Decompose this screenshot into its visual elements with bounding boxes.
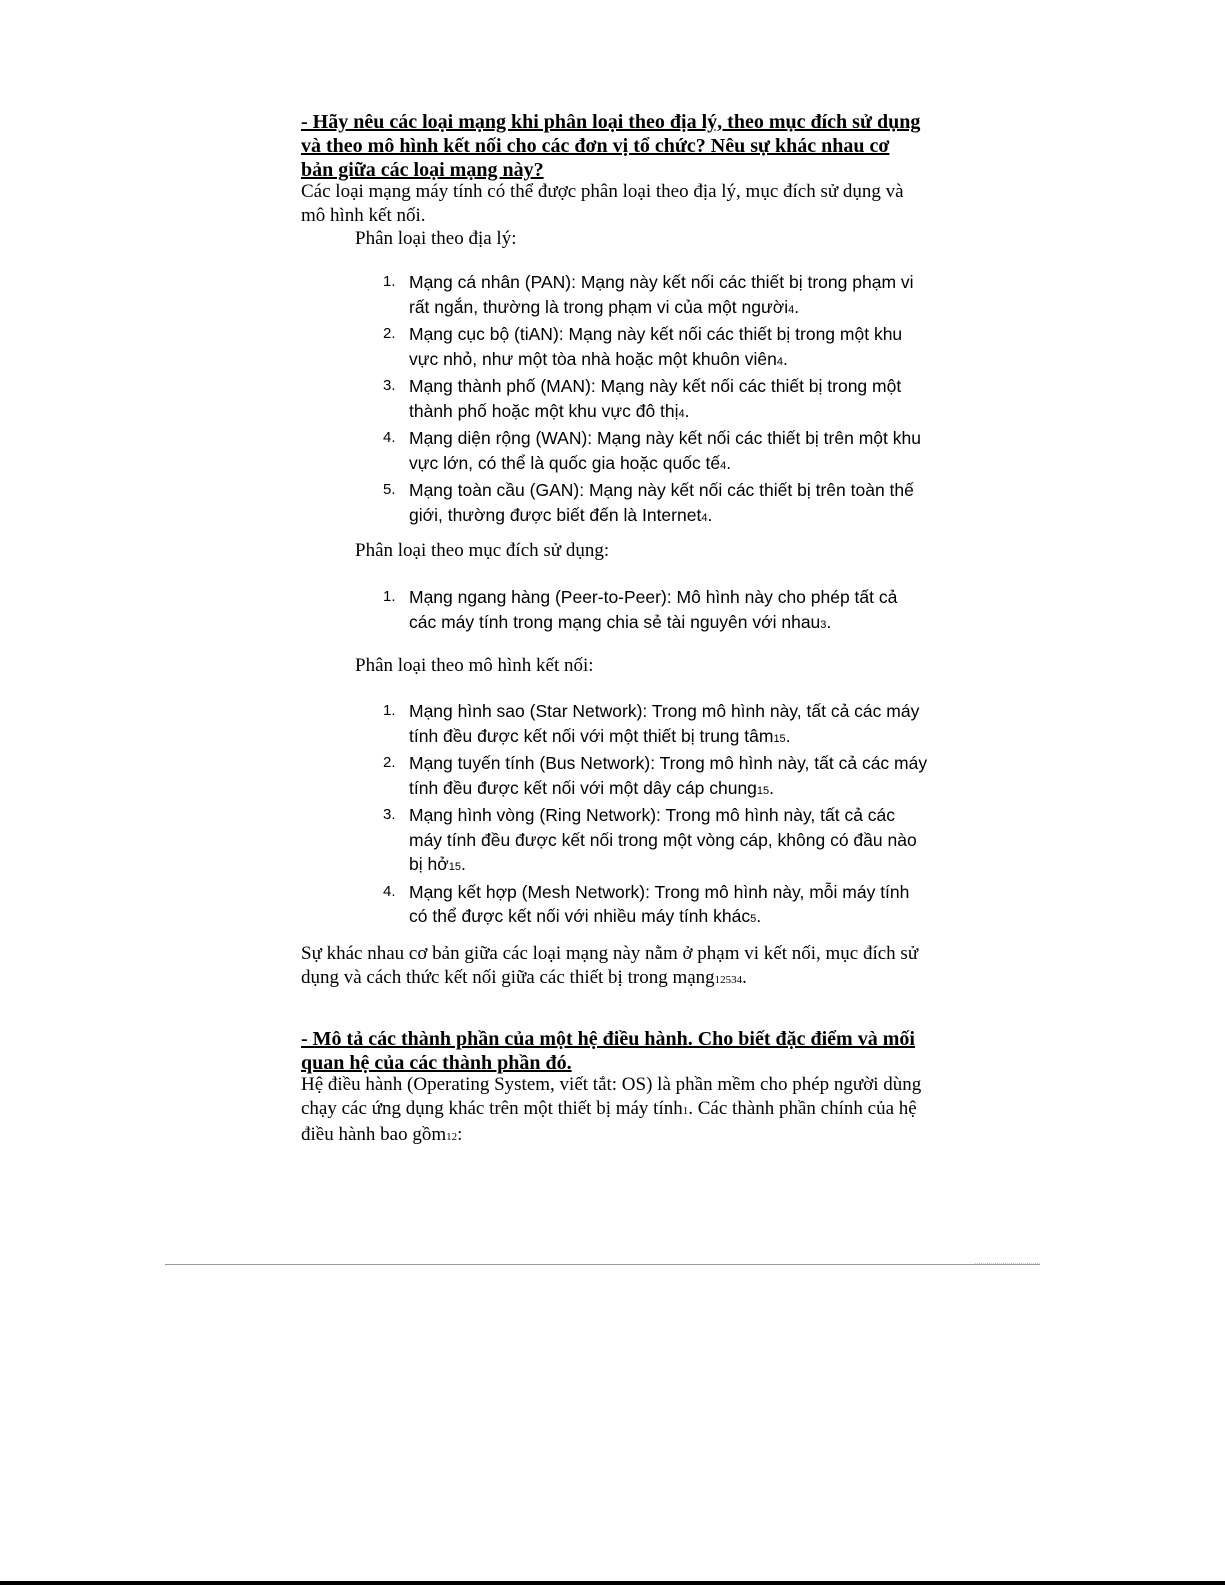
- punct: .: [756, 906, 762, 926]
- topology-list: [383, 699, 928, 932]
- punct: .: [794, 296, 800, 317]
- punct: .: [826, 611, 832, 632]
- punct: .: [782, 348, 788, 369]
- punct: .: [785, 725, 791, 746]
- conclusion-text: Sự khác nhau cơ bản giữa các loại mạng này nằm ở phạm vi kết nối, mục đích sử dụng và cách thức kết nối giữa các thiết bị trong mạng: [301, 943, 919, 988]
- punct: .: [684, 400, 690, 421]
- list-number: 3.: [383, 806, 396, 823]
- reference-number: 4: [701, 511, 708, 524]
- punct: .: [742, 966, 747, 988]
- list-number: 1.: [383, 702, 396, 719]
- punct: .: [769, 777, 775, 798]
- paragraph-text: Hệ điều hành (Operating System, viết tắt: OS) là phần mềm cho phép người dùng chạy các ứng dụng khác trên một thiết bị máy tính: [301, 1074, 922, 1119]
- list-number: 1.: [383, 588, 396, 605]
- page-break-dots: [975, 1263, 1040, 1267]
- geo-heading: Phân loại theo địa lý:: [355, 228, 517, 249]
- section1-conclusion: [301, 942, 931, 992]
- reference-number: 12: [446, 1131, 458, 1143]
- purpose-heading: Phân loại theo mục đích sử dụng:: [355, 540, 610, 561]
- list-text: Mạng diện rộng (WAN): Mạng này kết nối các thiết bị trên một khu vực lớn, có thể là quốc gia hoặc quốc tế: [409, 428, 921, 473]
- list-text: Mạng hình vòng (Ring Network): Trong mô hình này, tất cả các máy tính đều được kết nối trong một vòng cáp, không có đầu nào bị hở: [409, 805, 917, 874]
- punct: .: [460, 854, 466, 874]
- reference-number: 4: [678, 407, 685, 420]
- reference-number: 3: [820, 618, 827, 631]
- reference-number: 1: [682, 1104, 689, 1117]
- list-number: 2.: [383, 754, 396, 771]
- section1-intro: Các loại mạng máy tính có thể được phân loại theo địa lý, mục đích sử dụng và mô hình kết nối.: [301, 181, 904, 226]
- list-text: Mạng cục bộ (tiAN): Mạng này kết nối các thiết bị trong một khu vực nhỏ, như một tòa nhà hoặc một khuôn viên: [409, 324, 903, 369]
- list-text: Mạng cá nhân (PAN): Mạng này kết nối các thiết bị trong phạm vi rất ngắn, thường là trong phạm vi của một người: [409, 272, 914, 317]
- reference-number: 5: [750, 913, 757, 925]
- list-item: [383, 699, 928, 751]
- list-number: 5.: [383, 481, 396, 498]
- list-text: Mạng tuyến tính (Bus Network): Trong mô hình này, tất cả các máy tính đều được kết nối với một dây cáp chung: [409, 753, 928, 798]
- reference-number: 4: [788, 303, 795, 316]
- list-item: [383, 880, 928, 932]
- list-text: Mạng toàn cầu (GAN): Mạng này kết nối các thiết bị trên toàn thế giới, thường được biết đến là Internet: [409, 480, 914, 525]
- topology-heading: Phân loại theo mô hình kết nối:: [355, 655, 594, 676]
- section1-title: - Hãy nêu các loại mạng khi phân loại theo địa lý, theo mục đích sử dụng và theo mô hình kết nối cho các đơn vị tổ chức? Nêu sự khác nhau cơ bản giữa các loại mạng này?: [301, 111, 921, 181]
- page-break-line: [165, 1264, 1040, 1265]
- list-text: Mạng thành phố (MAN): Mạng này kết nối các thiết bị trong một thành phố hoặc một khu vực đô thị: [409, 376, 902, 421]
- purpose-list: [383, 585, 928, 637]
- punct: :: [457, 1124, 463, 1145]
- list-number: 1.: [383, 273, 396, 290]
- reference-number: 15: [756, 784, 770, 797]
- list-item: [383, 374, 928, 426]
- reference-number: 15: [773, 732, 786, 745]
- reference-number: 15: [448, 861, 461, 873]
- reference-number: 4: [776, 355, 783, 368]
- bottom-edge: [0, 1581, 1225, 1585]
- list-item: [383, 803, 928, 880]
- section2-paragraph: [301, 1073, 926, 1150]
- list-item: [383, 426, 928, 478]
- list-number: 2.: [383, 325, 396, 342]
- paragraph-text: . Các thành phần chính của hệ điều hành bao gồm: [301, 1097, 917, 1145]
- list-text: Mạng ngang hàng (Peer-to-Peer): Mô hình này cho phép tất cả các máy tính trong mạng chia sẻ tài nguyên với nhau: [409, 587, 898, 632]
- list-item: [383, 585, 928, 637]
- reference-number: 12534: [714, 973, 743, 986]
- list-text: Mạng hình sao (Star Network): Trong mô hình này, tất cả các máy tính đều được kết nối với một thiết bị trung tâm: [409, 701, 920, 746]
- list-number: 4.: [383, 429, 396, 446]
- list-number: 3.: [383, 377, 396, 394]
- list-item: [383, 751, 928, 803]
- punct: .: [726, 452, 732, 473]
- list-item: [383, 478, 928, 530]
- list-text: Mạng kết hợp (Mesh Network): Trong mô hình này, mỗi máy tính có thể được kết nối với nhiều máy tính khác: [409, 881, 910, 926]
- geo-list: [383, 270, 928, 530]
- punct: .: [707, 504, 713, 525]
- list-item: [383, 270, 928, 322]
- list-item: [383, 322, 928, 374]
- list-number: 4.: [383, 882, 396, 900]
- reference-number: 4: [720, 459, 727, 472]
- section2-title: - Mô tả các thành phần của một hệ điều hành. Cho biết đặc điểm và mối quan hệ của các thành phần đó.: [301, 1028, 915, 1074]
